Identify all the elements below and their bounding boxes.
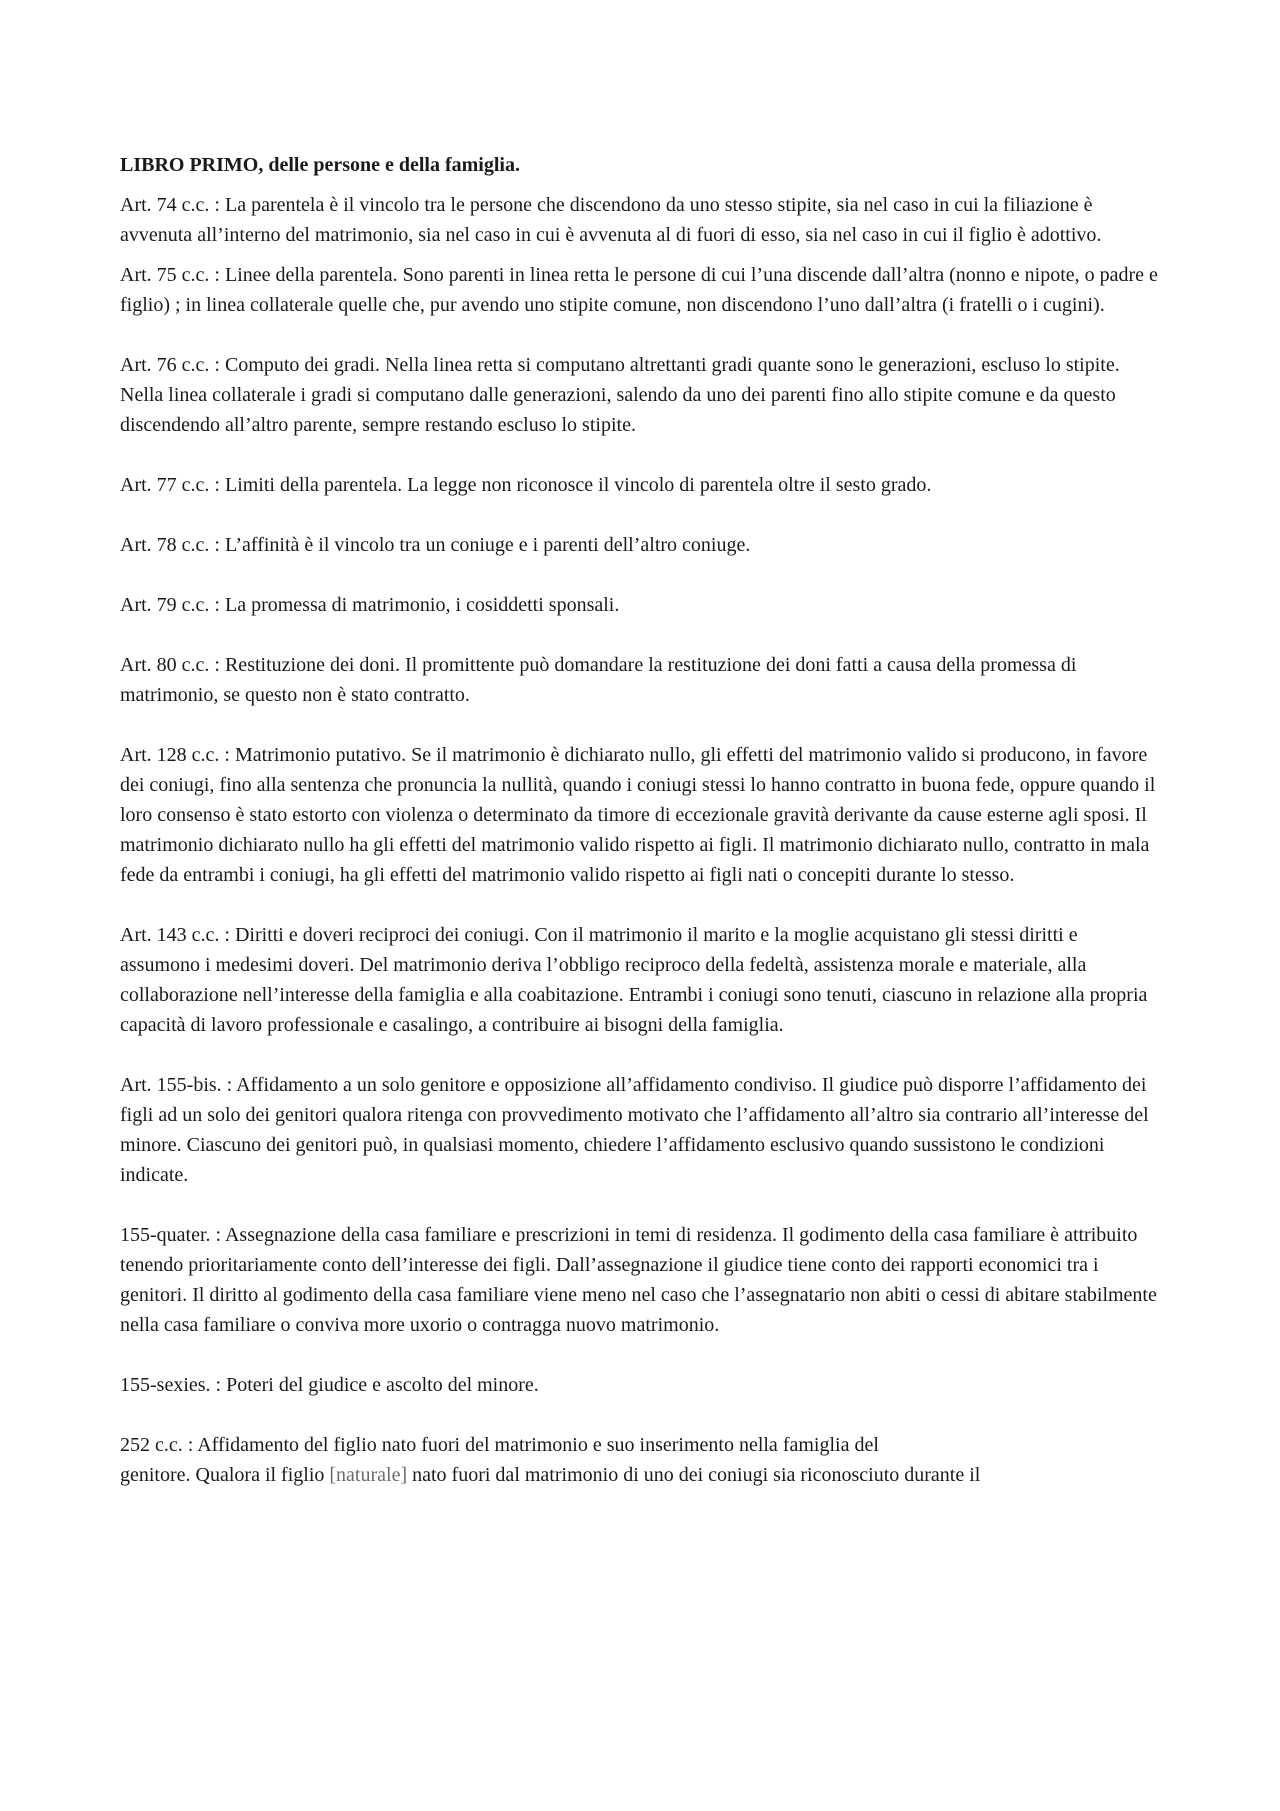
article-paragraph: 155-sexies. : Poteri del giudice e ascolto del minore. — [120, 1374, 539, 1396]
article-paragraph: Art. 79 c.c. : La promessa di matrimonio, i cosiddetti sponsali. — [120, 594, 620, 616]
article-paragraph: Art. 75 c.c. : Linee della parentela. Sono parenti in linea retta le persone di cui l’una discende dall’altra (nonno e nipote, o padre e figlio) ; in linea collaterale quelle che, pur avendo uno stipite comune, non discendono l’uno dall’altra (i fratelli o i cugini). — [120, 264, 1158, 316]
page-title: LIBRO PRIMO, delle persone e della famiglia. — [120, 154, 520, 176]
article-paragraph: Art. 76 c.c. : Computo dei gradi. Nella linea retta si computano altrettanti gradi quante sono le generazioni, escluso lo stipite. Nella linea collaterale i gradi si computano dalle generazioni, salendo da uno dei parenti fino allo stipite comune e da questo discendendo all’altro parente, sempre restando escluso lo stipite. — [120, 354, 1120, 436]
last-paragraph-line2-start: genitore. Qualora il figlio — [120, 1464, 330, 1486]
last-paragraph-line1: 252 c.c. : Affidamento del figlio nato fuori del matrimonio e suo inserimento nella famiglia del — [120, 1434, 879, 1456]
article-paragraph: Art. 143 c.c. : Diritti e doveri reciproci dei coniugi. Con il matrimonio il marito e la moglie acquistano gli stessi diritti e assumono i medesimi doveri. Del matrimonio deriva l’obbligo reciproco della fedeltà, assistenza morale e materiale, alla collaborazione nell’interesse della famiglia e alla coabitazione. Entrambi i coniugi sono tenuti, ciascuno in relazione alla propria capacità di lavoro professionale e casalingo, a contribuire ai bisogni della famiglia. — [120, 924, 1148, 1036]
article-paragraph: Art. 78 c.c. : L’affinità è il vincolo tra un coniuge e i parenti dell’altro coniuge. — [120, 534, 751, 556]
article-paragraph: Art. 77 c.c. : Limiti della parentela. La legge non riconosce il vincolo di parentela oltre il sesto grado. — [120, 474, 932, 496]
last-paragraph-line2-end: nato fuori dal matrimonio di uno dei coniugi sia riconosciuto durante il — [407, 1464, 981, 1486]
article-paragraph: Art. 155-bis. : Affidamento a un solo genitore e opposizione all’affidamento condiviso. Il giudice può disporre l’affidamento dei figli ad un solo dei genitori qualora ritenga con provvedimento motivato che l’affidamento all’altro sia contrario all’interesse del minore. Ciascuno dei genitori può, in qualsiasi momento, chiedere l’affidamento esclusivo quando sussistono le condizioni indicate. — [120, 1074, 1149, 1186]
article-paragraph: Art. 74 c.c. : La parentela è il vincolo tra le persone che discendono da uno stesso stipite, sia nel caso in cui la filiazione è avvenuta all’interno del matrimonio, sia nel caso in cui è avvenuta al di fuori di esso, sia nel caso in cui il figlio è adottivo. — [120, 194, 1102, 246]
article-paragraph: Art. 128 c.c. : Matrimonio putativo. Se il matrimonio è dichiarato nullo, gli effetti del matrimonio valido si producono, in favore dei coniugi, fino alla sentenza che pronuncia la nullità, quando i coniugi stessi lo hanno contratto in buona fede, oppure quando il loro consenso è stato estorto con violenza o determinato da timore di eccezionale gravità derivante da cause esterne agli sposi. Il matrimonio dichiarato nullo ha gli effetti del matrimonio valido rispetto ai figli. Il matrimonio dichiarato nullo, contratto in mala fede da entrambi i coniugi, ha gli effetti del matrimonio valido rispetto ai figli nati o concepiti durante lo stesso. — [120, 744, 1156, 886]
article-paragraph-last — [120, 1430, 1160, 1490]
bracketed-word: [naturale] — [329, 1464, 408, 1486]
article-paragraph: Art. 80 c.c. : Restituzione dei doni. Il promittente può domandare la restituzione dei doni fatti a causa della promessa di matrimonio, se questo non è stato contratto. — [120, 654, 1077, 706]
document-page — [120, 150, 1160, 1520]
article-paragraph: 155-quater. : Assegnazione della casa familiare e prescrizioni in temi di residenza. Il godimento della casa familiare è attribuito tenendo prioritariamente conto dell’interesse dei figli. Dall’assegnazione il giudice tiene conto dei rapporti economici tra i genitori. Il diritto al godimento della casa familiare viene meno nel caso che l’assegnatario non abiti o cessi di abitare stabilmente nella casa familiare o conviva more uxorio o contragga nuovo matrimonio. — [120, 1224, 1157, 1336]
